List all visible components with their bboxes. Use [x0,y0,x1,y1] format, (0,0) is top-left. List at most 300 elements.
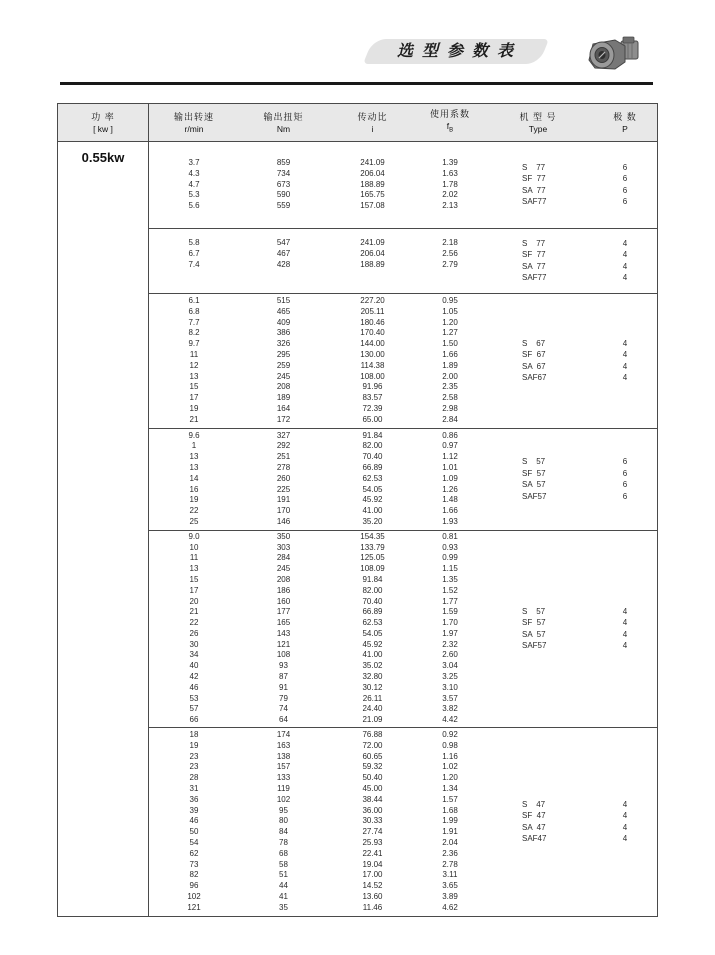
poles-block [593,162,657,208]
torque-value: 164 [276,403,291,413]
speed-value: 73 [189,859,199,869]
ratio-value: 21.09 [362,715,383,725]
speed-value: 5.6 [188,201,200,211]
poles-value: 6 [622,174,628,184]
torque-value: 189 [276,393,291,403]
speed-value: 13 [189,564,199,574]
torque-value-column [239,532,328,726]
ratio-value: 206.04 [360,168,385,178]
ratio-group [149,530,657,727]
torque-value: 208 [276,382,291,392]
poles-value: 4 [622,373,628,383]
service-factor-value: 3.82 [442,704,458,714]
poles-value: 4 [622,641,628,651]
selection-table [57,103,658,917]
service-factor-value: 1.34 [442,784,458,794]
torque-value: 74 [279,704,288,714]
service-factor-value: 0.99 [442,553,458,563]
torque-value: 673 [276,179,291,189]
poles-value: 6 [622,457,628,467]
ratio-value: 13.60 [362,892,383,902]
speed-value: 8.2 [188,328,200,338]
torque-value: 327 [276,430,291,440]
torque-value: 284 [276,553,291,563]
speed-value: 31 [189,784,199,794]
ratio-value: 11.46 [362,902,383,912]
ratio-value: 45.00 [362,784,383,794]
speed-value: 18 [189,730,199,740]
type-label: S 77 [522,162,546,172]
ratio-value: 144.00 [360,339,385,349]
service-factor-value: 1.26 [442,484,458,494]
poles-value: 4 [622,261,628,271]
speed-value: 5.3 [188,190,200,200]
type-label: SF 57 [522,468,546,478]
service-factor-value: 1.97 [442,628,458,638]
power-value: 0.55kw [81,150,125,165]
ratio-value: 188.89 [360,259,385,269]
header-rule [60,82,653,85]
torque-value: 79 [279,693,288,703]
speed-value: 15 [189,574,199,584]
torque-value: 208 [276,574,291,584]
service-factor-value: 2.79 [442,259,458,269]
speed-value: 13 [189,462,199,472]
torque-value: 91 [279,682,288,692]
service-factor-value: 3.10 [442,682,458,692]
speed-value: 13 [189,452,199,462]
ratio-value: 133.79 [360,542,385,552]
ratio-value: 72.39 [362,403,383,413]
service-factor-value: 1.68 [442,805,458,815]
speed-value-column [149,296,239,426]
service-factor-value: 2.56 [442,248,458,258]
service-factor-value-column [417,158,483,212]
service-factor-value: 1.78 [442,179,458,189]
speed-value: 7.4 [188,259,200,269]
service-factor-value-column [417,730,483,914]
service-factor-value: 1.66 [442,506,458,516]
ratio-value: 108.00 [360,371,385,381]
ratio-value: 30.33 [362,816,383,826]
speed-value: 66 [189,715,199,725]
col-header-ratio: 传动比 i [357,111,388,134]
torque-value: 93 [279,661,288,671]
speed-value-column [149,158,239,212]
speed-value-column [149,431,239,528]
ratio-value: 54.05 [362,484,383,494]
col-header-speed: 输出转速 r/min [173,111,214,134]
speed-value: 25 [189,516,199,526]
torque-value: 80 [279,816,288,826]
service-factor-value: 1.05 [442,306,458,316]
service-factor-value: 0.97 [442,441,458,451]
service-factor-value: 0.95 [442,295,458,305]
ratio-value: 66.89 [362,607,383,617]
ratio-value: 59.32 [362,762,383,772]
torque-value-column [239,730,328,914]
type-label: SF 77 [522,250,546,260]
speed-value-column [149,238,239,284]
torque-value: 157 [276,762,291,772]
torque-value: 245 [276,371,291,381]
poles-value: 4 [622,618,628,628]
torque-value: 350 [276,531,291,541]
torque-value: 559 [276,201,291,211]
type-label: SA 77 [522,185,546,195]
service-factor-value: 2.35 [442,382,458,392]
type-label: SF 57 [522,618,546,628]
ratio-value: 114.38 [360,360,385,370]
speed-value: 54 [189,838,199,848]
ratio-value: 170.40 [360,328,385,338]
service-factor-value: 1.02 [442,762,458,772]
service-factor-value: 1.59 [442,607,458,617]
ratio-value: 91.84 [362,574,383,584]
speed-value: 22 [189,618,199,628]
type-label: SA 77 [522,261,546,271]
torque-value: 44 [279,881,288,891]
torque-value-column [239,431,328,528]
poles-value: 6 [622,162,628,172]
service-factor-value: 2.60 [442,650,458,660]
ratio-value: 83.57 [362,393,383,403]
torque-value: 41 [279,892,288,902]
type-label: S 77 [522,238,546,248]
ratio-value: 36.00 [362,805,383,815]
service-factor-value: 3.11 [442,870,458,880]
service-factor-value: 1.57 [442,794,458,804]
speed-value: 6.8 [188,306,200,316]
type-block [483,606,593,652]
table-header [58,104,657,142]
ratio-value: 65.00 [362,414,383,424]
torque-value: 859 [276,158,291,167]
ratio-value: 70.40 [362,596,383,606]
ratio-value: 62.53 [362,473,383,483]
torque-value: 121 [276,639,291,649]
speed-value: 53 [189,693,199,703]
speed-value: 19 [189,495,199,505]
torque-value: 326 [276,339,291,349]
service-factor-value: 1.27 [442,328,458,338]
ratio-value: 130.00 [360,349,385,359]
ratio-value: 62.53 [362,618,383,628]
speed-value: 121 [187,902,201,912]
col-header-torque: 输出扭矩 Nm [263,111,304,134]
ratio-value: 45.92 [362,639,383,649]
service-factor-value: 2.78 [442,859,458,869]
torque-value: 177 [276,607,291,617]
service-factor-value: 2.18 [442,237,458,247]
ratio-value: 66.89 [362,462,383,472]
ratio-value: 35.02 [362,661,383,671]
speed-value: 82 [189,870,199,880]
power-column [58,142,149,916]
torque-value: 138 [276,751,291,761]
poles-value: 4 [622,799,628,809]
service-factor-value: 3.25 [442,672,458,682]
service-factor-value: 3.57 [442,693,458,703]
torque-value: 259 [276,360,291,370]
torque-value: 191 [276,495,291,505]
poles-value: 4 [622,811,628,821]
torque-value: 165 [276,618,291,628]
poles-block [593,606,657,652]
speed-value: 20 [189,596,199,606]
col-header-service-factor: 使用系数 $f_B$ [429,109,470,134]
service-factor-value: 3.04 [442,661,458,671]
speed-value: 23 [189,762,199,772]
ratio-value: 76.88 [362,730,383,740]
ratio-value: 27.74 [362,827,383,837]
type-label: S 57 [522,606,546,616]
torque-value: 225 [276,484,291,494]
ratio-value: 41.00 [362,650,383,660]
speed-value: 13 [189,371,199,381]
type-label: SA 47 [522,822,546,832]
speed-value-column [149,730,239,914]
ratio-value: 45.92 [362,495,383,505]
torque-value: 163 [276,740,291,750]
speed-value: 34 [189,650,199,660]
type-label: SAF47 [522,834,547,844]
type-label: SAF77 [522,273,547,283]
torque-value: 590 [276,190,291,200]
type-label: S 67 [522,338,546,348]
ratio-value: 82.00 [362,441,383,451]
type-label: SAF57 [522,641,547,651]
ratio-value: 22.41 [362,848,383,858]
service-factor-value: 1.77 [442,596,458,606]
torque-value: 160 [276,596,291,606]
service-factor-value: 2.32 [442,639,458,649]
ratio-value: 14.52 [362,881,383,891]
torque-value: 278 [276,462,291,472]
service-factor-value: 1.35 [442,574,458,584]
service-factor-value-column [417,532,483,726]
service-factor-value: 0.81 [442,531,458,541]
ratio-value: 70.40 [362,452,383,462]
ratio-value-column [328,532,417,726]
type-label: SAF67 [522,373,547,383]
type-label: SAF57 [522,491,547,501]
poles-value: 4 [622,834,628,844]
torque-value: 465 [276,306,291,316]
service-factor-value: 2.13 [442,201,458,211]
speed-value: 30 [189,639,199,649]
service-factor-value: 1.89 [442,360,458,370]
col-header-power: 功 率 [ kw ] [58,104,149,141]
speed-value: 28 [189,773,199,783]
service-factor-value: 0.98 [442,740,458,750]
ratio-value-column [328,158,417,212]
torque-value: 295 [276,349,291,359]
ratio-group [149,142,657,228]
ratio-value: 91.96 [362,382,383,392]
service-factor-value: 1.16 [442,751,458,761]
torque-value: 172 [276,414,291,424]
speed-value: 46 [189,816,199,826]
ratio-value-column [328,238,417,284]
service-factor-value: 1.70 [442,618,458,628]
poles-value: 6 [622,468,628,478]
torque-value: 78 [279,838,288,848]
service-factor-value: 1.15 [442,564,458,574]
service-factor-value: 1.39 [442,158,458,167]
speed-value: 21 [189,414,199,424]
speed-value: 1 [191,441,197,451]
speed-value: 19 [189,740,199,750]
ratio-value-column [328,730,417,914]
speed-value: 14 [189,473,199,483]
speed-value: 3.7 [188,158,200,167]
service-factor-value: 1.20 [442,317,458,327]
poles-value: 4 [622,273,628,283]
table-body [58,142,657,916]
poles-value: 4 [622,822,628,832]
type-label: S 47 [522,799,546,809]
type-block [483,799,593,845]
speed-value: 96 [189,881,199,891]
speed-value: 17 [189,393,199,403]
torque-value: 515 [276,295,291,305]
service-factor-value: 0.92 [442,730,458,740]
poles-block [593,338,657,384]
speed-value: 40 [189,661,199,671]
ratio-value: 35.20 [362,516,383,526]
service-factor-value: 1.99 [442,816,458,826]
ratio-value: 24.40 [362,704,383,714]
ratio-value: 60.65 [362,751,383,761]
poles-value: 4 [622,361,628,371]
speed-value: 4.3 [188,168,200,178]
torque-value: 143 [276,628,291,638]
type-label: SA 57 [522,629,546,639]
service-factor-value: 1.09 [442,473,458,483]
service-factor-value: 1.50 [442,339,458,349]
torque-value: 58 [279,859,288,869]
poles-value: 4 [622,338,628,348]
speed-value: 62 [189,848,199,858]
ratio-value: 241.09 [360,158,385,167]
service-factor-value: 2.58 [442,393,458,403]
ratio-value: 25.93 [362,838,383,848]
service-factor-value: 3.65 [442,881,458,891]
service-factor-value: 2.02 [442,190,458,200]
type-label: SF 77 [522,174,546,184]
poles-value: 4 [622,238,628,248]
torque-value: 102 [276,794,291,804]
ratio-value: 154.35 [360,531,385,541]
speed-value: 11 [189,349,199,359]
service-factor-value: 1.01 [442,462,458,472]
poles-value: 4 [622,629,628,639]
speed-value: 42 [189,672,199,682]
service-factor-value: 2.36 [442,848,458,858]
torque-value: 303 [276,542,291,552]
ratio-value: 38.44 [362,794,383,804]
speed-value: 6.1 [188,295,200,305]
torque-value: 68 [279,848,288,858]
speed-value: 22 [189,506,199,516]
speed-value: 19 [189,403,199,413]
ratio-value: 227.20 [360,295,385,305]
ratio-value: 91.84 [362,430,383,440]
ratio-value: 241.09 [360,237,385,247]
ratio-group [149,293,657,428]
torque-value: 95 [279,805,288,815]
service-factor-value: 1.12 [442,452,458,462]
torque-value: 133 [276,773,291,783]
speed-value: 102 [187,892,201,902]
speed-value: 57 [189,704,199,714]
ratio-value-column [328,296,417,426]
speed-value: 6.7 [188,248,200,258]
torque-value: 87 [279,672,288,682]
service-factor-value: 2.00 [442,371,458,381]
speed-value: 4.7 [188,179,200,189]
poles-value: 4 [622,250,628,260]
ratio-value: 26.11 [362,693,383,703]
ratio-value: 180.46 [360,317,385,327]
ratio-value: 188.89 [360,179,385,189]
ratio-value: 108.09 [360,564,385,574]
speed-value: 12 [189,360,199,370]
poles-value: 4 [622,606,628,616]
ratio-value: 72.00 [362,740,383,750]
torque-value: 245 [276,564,291,574]
speed-value: 9.7 [188,339,200,349]
service-factor-value: 2.84 [442,414,458,424]
poles-value: 6 [622,197,628,207]
type-label: SAF77 [522,197,547,207]
speed-value: 15 [189,382,199,392]
ratio-group [149,228,657,293]
torque-value: 409 [276,317,291,327]
speed-value-column [149,532,239,726]
ratio-value: 41.00 [362,506,383,516]
speed-value: 46 [189,682,199,692]
service-factor-value: 1.20 [442,773,458,783]
service-factor-value-column [417,431,483,528]
service-factor-value-column [417,296,483,426]
torque-value: 35 [279,902,288,912]
service-factor-value: 2.98 [442,403,458,413]
service-factor-value: 2.04 [442,838,458,848]
torque-value: 292 [276,441,291,451]
service-factor-value: 4.62 [442,902,458,912]
torque-value: 146 [276,516,291,526]
service-factor-value: 1.66 [442,349,458,359]
poles-value: 6 [622,185,628,195]
speed-value: 5.8 [188,237,200,247]
torque-value: 51 [279,870,288,880]
ratio-value: 17.00 [362,870,383,880]
speed-value: 21 [189,607,199,617]
torque-value: 108 [276,650,291,660]
speed-value: 26 [189,628,199,638]
torque-value: 174 [276,730,291,740]
ratio-value: 205.11 [360,306,385,316]
speed-value: 9.0 [188,531,200,541]
ratio-value: 54.05 [362,628,383,638]
poles-block [593,238,657,284]
ratio-value: 165.75 [360,190,385,200]
type-block [483,456,593,502]
torque-value: 64 [279,715,288,725]
col-header-type: 机 型 号 Type [519,111,557,134]
